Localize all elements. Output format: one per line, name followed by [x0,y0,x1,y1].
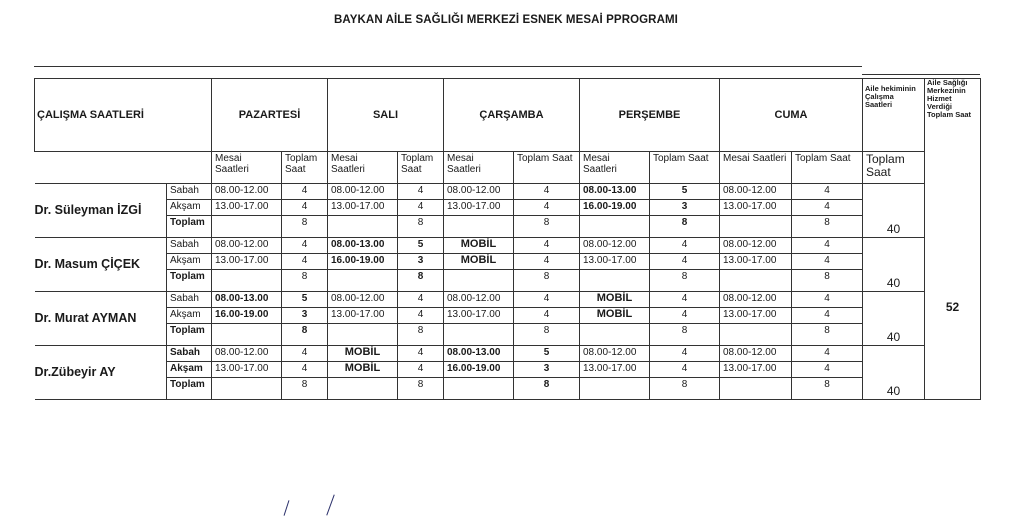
subheader-mesai: Mesai Saatleri [720,152,792,184]
shift-label-toplam: Toplam [167,216,212,238]
shift-hours: 4 [514,254,580,270]
shift-time: 08.00-12.00 [720,346,792,362]
shift-hours: 4 [398,362,444,378]
shift-time: 13.00-17.00 [720,362,792,378]
shift-hours: 4 [282,238,328,254]
shift-time: 16.00-19.00 [444,362,514,378]
table-row [35,184,981,200]
shift-time: 08.00-13.00 [444,346,514,362]
shift-hours: 4 [792,292,863,308]
subheader-toplam: Toplam Saat [282,152,328,184]
shift-hours: 4 [650,238,720,254]
doctor-name: Dr. Murat AYMAN [35,292,167,346]
shift-label-sabah: Sabah [167,346,212,362]
shift-hours: 4 [398,184,444,200]
table-row [35,270,981,292]
shift-time: 13.00-17.00 [444,308,514,324]
shift-time: MOBİL [580,308,650,324]
shift-time: 08.00-12.00 [720,184,792,200]
subheader-toplam: Toplam Saat [398,152,444,184]
shift-hours: 5 [398,238,444,254]
doctor-name: Dr. Masum ÇİÇEK [35,238,167,292]
shift-hours: 4 [792,254,863,270]
daily-total: 8 [650,378,720,400]
shift-label-aksam: Akşam [167,362,212,378]
daily-total: 8 [514,270,580,292]
shift-hours: 4 [514,238,580,254]
shift-hours: 4 [792,308,863,324]
daily-total: 8 [282,324,328,346]
shift-hours: 5 [650,184,720,200]
subheader-mesai: Mesai Saatleri [328,152,398,184]
daily-total: 8 [398,378,444,400]
pen-mark [284,500,290,516]
shift-time: 13.00-17.00 [580,254,650,270]
shift-label-toplam: Toplam [167,324,212,346]
table-row [35,292,981,308]
shift-hours: 4 [792,238,863,254]
shift-hours: 4 [514,200,580,216]
shift-time: MOBİL [444,254,514,270]
shift-hours: 5 [282,292,328,308]
shift-time: 08.00-12.00 [328,292,398,308]
shift-time: 08.00-12.00 [212,238,282,254]
top-rule-right [862,74,980,75]
weekly-total: 40 [863,238,925,292]
shift-time: 13.00-17.00 [328,200,398,216]
weekly-total: 40 [863,346,925,400]
total-blank [720,378,792,400]
shift-hours: 4 [282,254,328,270]
shift-time: 08.00-12.00 [580,238,650,254]
shift-time: 08.00-12.00 [720,238,792,254]
total-blank [580,216,650,238]
shift-label-sabah: Sabah [167,238,212,254]
header-day-2: SALI [328,79,444,152]
grand-total-value: 52 [945,300,960,314]
daily-total: 8 [514,216,580,238]
shift-time: 08.00-13.00 [580,184,650,200]
table-row [35,254,981,270]
grand-total-column [925,79,981,400]
schedule-table [34,78,981,400]
total-blank [212,324,282,346]
daily-total: 8 [650,324,720,346]
daily-total: 8 [792,270,863,292]
daily-total: 8 [398,324,444,346]
header-asm-total-hours: Aile Sağlığı Merkezinin Hizmet Verdiği Toplam Saat [927,78,972,119]
subheader-blank [35,152,212,184]
daily-total: 8 [514,324,580,346]
shift-hours: 4 [650,292,720,308]
total-blank [444,378,514,400]
total-blank [720,270,792,292]
shift-hours: 5 [514,346,580,362]
table-row [35,324,981,346]
shift-hours: 4 [650,254,720,270]
total-blank [212,270,282,292]
daily-total: 8 [282,216,328,238]
subheader-toplam: Toplam Saat [792,152,863,184]
daily-total: 8 [398,270,444,292]
table-row [35,238,981,254]
total-blank [328,270,398,292]
shift-hours: 4 [792,362,863,378]
shift-time: 16.00-19.00 [580,200,650,216]
subheader-mesai: Mesai Saatleri [212,152,282,184]
shift-time: MOBİL [328,346,398,362]
shift-time: 08.00-12.00 [328,184,398,200]
shift-hours: 4 [650,346,720,362]
subheader-mesai: Mesai Saatleri [580,152,650,184]
shift-time: 13.00-17.00 [720,200,792,216]
daily-total: 8 [282,378,328,400]
shift-hours: 4 [650,308,720,324]
subheader-toplam: Toplam Saat [650,152,720,184]
table-row [35,200,981,216]
doctor-name: Dr. Süleyman İZGİ [35,184,167,238]
total-blank [580,270,650,292]
table-row [35,216,981,238]
total-blank [328,378,398,400]
weekly-total: 40 [863,184,925,238]
total-blank [580,324,650,346]
shift-time: MOBİL [444,238,514,254]
shift-hours: 4 [792,184,863,200]
shift-hours: 4 [282,200,328,216]
total-blank [720,216,792,238]
shift-time: 13.00-17.00 [580,362,650,378]
shift-hours: 4 [282,346,328,362]
subheader-toplam: Toplam Saat [514,152,580,184]
shift-label-aksam: Akşam [167,254,212,270]
total-blank [328,324,398,346]
table-row [35,362,981,378]
shift-time: 13.00-17.00 [212,254,282,270]
shift-time: 13.00-17.00 [212,200,282,216]
shift-time: 16.00-19.00 [212,308,282,324]
shift-label-aksam: Akşam [167,200,212,216]
shift-hours: 4 [282,184,328,200]
header-day-4: PERŞEMBE [580,79,720,152]
shift-time: 08.00-12.00 [212,346,282,362]
shift-time: 13.00-17.00 [328,308,398,324]
shift-time: 08.00-12.00 [444,292,514,308]
daily-total: 8 [792,216,863,238]
shift-label-sabah: Sabah [167,292,212,308]
shift-hours: 4 [398,292,444,308]
subheader-mesai: Mesai Saatleri [444,152,514,184]
doctor-name: Dr.Zübeyir AY [35,346,167,400]
daily-total: 8 [792,378,863,400]
shift-label-sabah: Sabah [167,184,212,200]
shift-label-toplam: Toplam [167,378,212,400]
total-blank [580,378,650,400]
total-blank [212,378,282,400]
total-blank [328,216,398,238]
total-blank [720,324,792,346]
shift-time: 08.00-13.00 [212,292,282,308]
header-family-doctor-hours: Aile hekiminin Çalışma Saatleri [863,79,925,152]
total-blank [444,324,514,346]
shift-hours: 3 [514,362,580,378]
daily-total: 8 [514,378,580,400]
shift-time: 08.00-12.00 [212,184,282,200]
shift-hours: 4 [398,308,444,324]
header-calisma-saatleri: ÇALIŞMA SAATLERİ [35,79,212,152]
pen-mark [326,494,334,515]
header-day-5: CUMA [720,79,863,152]
shift-label-toplam: Toplam [167,270,212,292]
shift-hours: 4 [398,346,444,362]
shift-time: 08.00-12.00 [720,292,792,308]
shift-time: 08.00-12.00 [580,346,650,362]
shift-time: 08.00-13.00 [328,238,398,254]
top-rule [34,66,862,67]
table-row [35,378,981,400]
weekly-total: 40 [863,292,925,346]
shift-hours: 4 [398,200,444,216]
shift-hours: 4 [514,292,580,308]
shift-hours: 4 [282,362,328,378]
daily-total: 8 [650,216,720,238]
shift-time: 13.00-17.00 [720,308,792,324]
shift-time: 13.00-17.00 [212,362,282,378]
shift-hours: 4 [792,200,863,216]
shift-hours: 4 [650,362,720,378]
subheader-toplam-saat: Toplam Saat [863,152,925,184]
shift-hours: 3 [398,254,444,270]
total-blank [212,216,282,238]
total-blank [444,270,514,292]
shift-time: MOBİL [328,362,398,378]
table-row [35,346,981,362]
daily-total: 8 [282,270,328,292]
daily-total: 8 [398,216,444,238]
shift-time: 16.00-19.00 [328,254,398,270]
shift-hours: 4 [514,308,580,324]
shift-hours: 3 [650,200,720,216]
shift-hours: 3 [282,308,328,324]
shift-time: MOBİL [580,292,650,308]
document-title: BAYKAN AİLE SAĞLIĞI MERKEZİ ESNEK MESAİ PPROGRAMI [334,14,678,26]
shift-label-aksam: Akşam [167,308,212,324]
shift-hours: 4 [514,184,580,200]
header-day-3: ÇARŞAMBA [444,79,580,152]
total-blank [444,216,514,238]
daily-total: 8 [650,270,720,292]
shift-hours: 4 [792,346,863,362]
daily-total: 8 [792,324,863,346]
shift-time: 13.00-17.00 [720,254,792,270]
shift-time: 13.00-17.00 [444,200,514,216]
table-row [35,308,981,324]
header-day-1: PAZARTESİ [212,79,328,152]
shift-time: 08.00-12.00 [444,184,514,200]
